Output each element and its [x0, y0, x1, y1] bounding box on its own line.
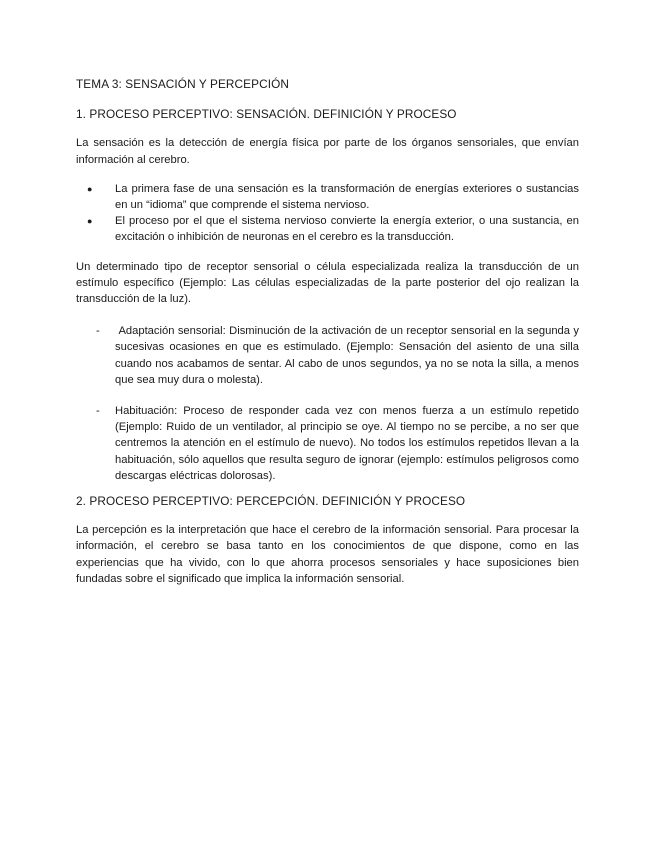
bullet-list: [76, 181, 579, 246]
bullet-item: [76, 181, 579, 213]
dash-marker-icon: -: [96, 405, 100, 418]
section-1-intro: La sensación es la detección de energía física por parte de los órganos sensoriales, que envían información al cerebro.: [76, 137, 579, 166]
dash-item-text: Adaptación sensorial: Disminución de la activación de un receptor sensorial en la segunda y sucesivas ocasiones en que es estimulado. (Ejemplo: Sensación del asiento de una silla cuando nos acabamos de sentar. Al cabo de unos segundos, ya no se nota la silla, a menos que sea muy dura o molesta).: [115, 325, 583, 386]
bullet-text: El proceso por el que el sistema nervioso convierte la energía exterior, o una sustancia, en excitación o inhibición de neuronas en el cerebro es la transducción.: [115, 215, 579, 244]
dash-marker-icon: -: [96, 325, 100, 338]
section-2-heading: 2. PROCESO PERCEPTIVO: PERCEPCIÓN. DEFINICIÓN Y PROCESO: [76, 494, 466, 509]
dash-item-habituation: [76, 403, 579, 484]
document-body: [76, 76, 583, 587]
bullet-dot-icon: ●: [87, 183, 93, 194]
bullet-item: [76, 213, 579, 245]
dash-list: [76, 323, 583, 484]
dash-item-text: Habituación: Proceso de responder cada vez con menos fuerza a un estímulo repetido (Ejemplo: Ruido de un ventilador, al principio se oye. Al tiempo no se percibe, a no ser que centremos la atención en el estímulo de nuevo). No todos los estímulos repetidos llevan a la habituación, sólo aquellos que resulta seguro de ignorar (ejemplo: estímulos peligrosos como descargas eléctricas dolorosas).: [115, 405, 579, 482]
bullet-text: La primera fase de una sensación es la transformación de energías exteriores o sustancias en un “idioma” que comprende el sistema nervioso.: [115, 182, 579, 212]
section-2-paragraph: La percepción es la interpretación que hace el cerebro de la información sensorial. Para procesar la información, el cerebro se basa tanto en los conocimientos de que dispone, como en las experiencias que ha vivido, con lo que ahorra procesos sensoriales y hace suposiciones bien fundadas sobre el significado que implica la información sensorial.: [76, 524, 579, 585]
bullet-dot-icon: ●: [87, 216, 93, 227]
document-title: TEMA 3: SENSACIÓN Y PERCEPCIÓN: [76, 77, 289, 91]
section-1-heading: 1. PROCESO PERCEPTIVO: SENSACIÓN. DEFINICIÓN Y PROCESO: [76, 107, 457, 122]
section-1-paragraph: Un determinado tipo de receptor sensorial o célula especializada realiza la transducción de un estímulo específico (Ejemplo: Las células especializadas de la parte posterior del ojo realizan la transducción de la luz).: [76, 260, 579, 306]
dash-item-adaptation: [76, 323, 583, 388]
